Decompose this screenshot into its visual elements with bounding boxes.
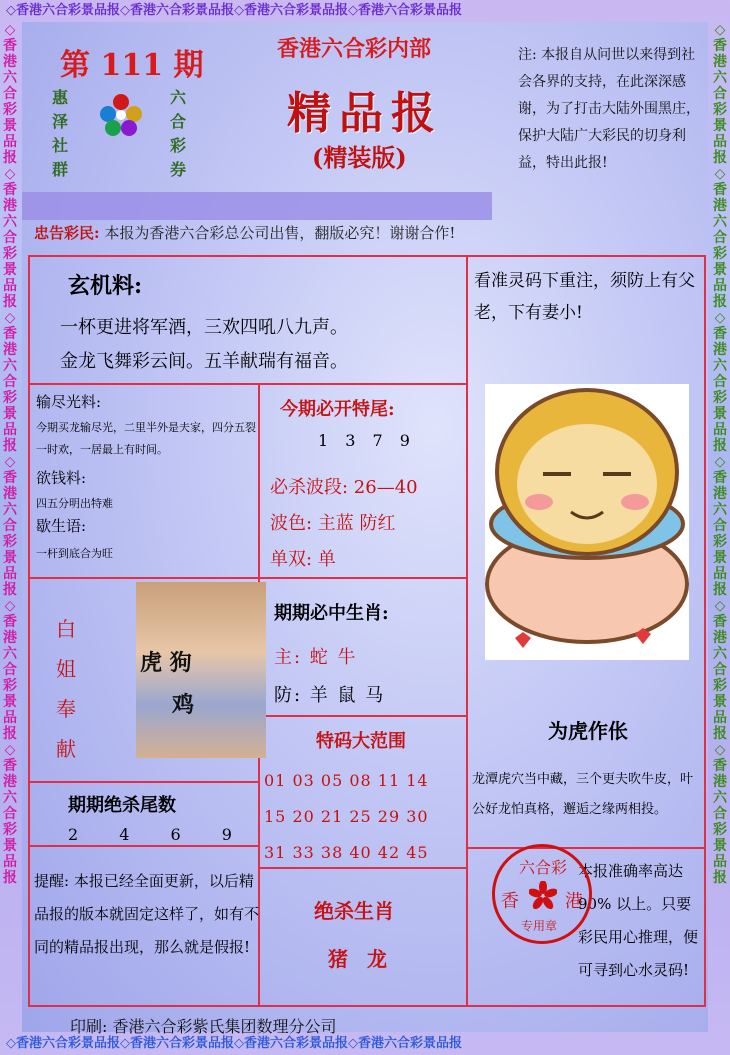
side-char: 姐 bbox=[56, 657, 76, 681]
xuanji-line1: 一杯更进将军酒，三欢四吼八九声。 bbox=[60, 317, 348, 338]
editor-note: 注: 本报自从问世以来得到社会各界的支持，在此深深感谢，为了打击大陆外围黑庄，保护大陆广大彩民的切身利益，特出此报! bbox=[518, 47, 700, 171]
xuanji-line2: 金龙飞舞彩云间。五羊献瑞有福音。 bbox=[60, 351, 348, 372]
kill-tail-title: 期期绝杀尾数 bbox=[68, 795, 176, 816]
logo-text-right bbox=[170, 86, 186, 182]
logo-char: 券 bbox=[170, 160, 187, 179]
xiesheng-title: 歇生语: bbox=[36, 517, 87, 535]
logo-char: 彩 bbox=[170, 136, 187, 155]
main-title: 精品报 bbox=[287, 88, 443, 139]
edition-title: (精装版) bbox=[312, 143, 407, 172]
seal-stamp bbox=[492, 844, 592, 944]
seal-top: 六合彩 bbox=[519, 858, 568, 877]
huhu-title: 为虎作伥 bbox=[548, 719, 628, 743]
top-right-text: 看准灵码下重注，须防上有父老，下有妻小! bbox=[474, 271, 695, 323]
xiesheng-text: 一杆到底合为旺 bbox=[36, 547, 113, 560]
tema-box bbox=[260, 717, 468, 869]
shujin-text: 今期买龙输尽光，二里半外是夫家，四分五裂一时欢，一居最上有时间。 bbox=[36, 421, 256, 456]
seal-right: 港 bbox=[565, 891, 583, 912]
lady-photo bbox=[136, 582, 266, 758]
lottery-logo-icon bbox=[98, 92, 144, 138]
side-char: 献 bbox=[56, 737, 76, 761]
side-char: 奉 bbox=[56, 697, 76, 721]
photo-animals-2: 鸡 bbox=[172, 692, 195, 718]
border-right: ◇香港六合彩景品报◇香港六合彩景品报◇香港六合彩景品报◇香港六合彩景品报◇香港六合彩景品报◇香港六合彩景品报 bbox=[713, 22, 727, 886]
shujin-title: 输尽光料: bbox=[36, 393, 102, 411]
border-left: ◇香港六合彩景品报◇香港六合彩景品报◇香港六合彩景品报◇香港六合彩景品报◇香港六合彩景品报◇香港六合彩景品报 bbox=[3, 22, 17, 886]
masthead bbox=[22, 22, 708, 194]
logo-char: 惠 bbox=[52, 88, 69, 107]
single-double: 单双: 单 bbox=[270, 549, 336, 570]
zodiac-guard: 防: 羊 鼠 马 bbox=[274, 685, 386, 706]
huhu-text: 龙潭虎穴当中藏，三个更夫吹牛皮，叶公好龙怕真格，邂逅之缘两相投。 bbox=[472, 772, 694, 817]
monkey-illustration-icon bbox=[485, 384, 689, 660]
reminder-text: 提醒: 本报已经全面更新，以后精品报的版本就固定这样了，如有不同的精品报出现，那么就是假报! bbox=[34, 872, 260, 956]
side-char: 白 bbox=[56, 617, 76, 641]
seal-bottom: 专用章 bbox=[521, 919, 558, 933]
warning-label: 忠告彩民: bbox=[34, 224, 100, 242]
logo-char: 群 bbox=[52, 160, 69, 179]
tail-numbers: 1 3 7 9 bbox=[318, 431, 416, 450]
zodiac-box bbox=[260, 579, 468, 717]
accuracy-text: 本报准确率高达 90% 以上。只要彩民用心推理，便可寻到心水灵码! bbox=[578, 862, 699, 979]
logo-char: 社 bbox=[52, 136, 69, 155]
wave-color: 波色: 主蓝 防红 bbox=[270, 513, 396, 534]
warning-line bbox=[34, 222, 455, 243]
border-bottom: ◇香港六合彩景品报◇香港六合彩景品报◇香港六合彩景品报◇香港六合彩景品报 bbox=[6, 1036, 462, 1051]
tema-row2: 15 20 21 25 29 30 bbox=[264, 807, 429, 826]
bauhinia-flower-icon bbox=[529, 881, 557, 909]
reminder-box bbox=[30, 847, 260, 1005]
kill-zodiac-box bbox=[260, 869, 468, 1005]
warning-text: 本报为香港六合彩总公司出售，翻版必究！谢谢合作! bbox=[104, 224, 456, 242]
tail-title: 今期必开特尾: bbox=[280, 399, 395, 420]
yuqian-title: 欲钱料: bbox=[36, 469, 87, 487]
monkey-cartoon bbox=[485, 384, 689, 660]
kill-zodiac-title: 绝杀生肖 bbox=[314, 899, 394, 923]
logo-char: 泽 bbox=[52, 112, 69, 131]
logo-char: 合 bbox=[170, 112, 187, 131]
issue-number: 第 111 期 bbox=[60, 48, 204, 83]
kill-zodiac-value: 猪 龙 bbox=[328, 947, 393, 971]
photo-animals-1: 虎 狗 bbox=[140, 650, 192, 676]
xuanji-title: 玄机料: bbox=[68, 273, 143, 299]
logo-char: 六 bbox=[170, 88, 187, 107]
logo-text-left bbox=[52, 86, 68, 182]
publisher-title: 香港六合彩内部 bbox=[277, 36, 432, 62]
newspaper-page bbox=[22, 22, 708, 1036]
border-top: ◇香港六合彩景品报◇香港六合彩景品报◇香港六合彩景品报◇香港六合彩景品报 bbox=[6, 3, 462, 18]
tema-title: 特码大范围 bbox=[316, 731, 406, 752]
tema-row1: 01 03 05 08 11 14 bbox=[264, 771, 429, 790]
kill-tail-numbers: 2 4 6 9 bbox=[68, 825, 250, 844]
tail-box bbox=[260, 385, 468, 579]
left-text-box bbox=[30, 385, 260, 579]
yuqian-text: 四五分明出特难 bbox=[36, 497, 113, 510]
photo-side-text bbox=[56, 609, 76, 769]
xuanji-box bbox=[30, 257, 468, 385]
kill-tail-box bbox=[30, 783, 260, 847]
huhu-box bbox=[468, 669, 704, 847]
zodiac-title: 期期必中生肖: bbox=[274, 603, 389, 624]
tema-row3: 31 33 38 40 42 45 bbox=[264, 843, 429, 862]
kill-wave: 必杀波段: 26—40 bbox=[270, 477, 418, 498]
printer-line: 印刷: 香港六合彩紫氏集团数理分公司 bbox=[70, 1017, 337, 1036]
top-right-box bbox=[468, 257, 704, 385]
seal-left: 香 bbox=[501, 891, 519, 912]
zodiac-main: 主: 蛇 牛 bbox=[274, 647, 358, 668]
header-bar bbox=[22, 192, 492, 220]
